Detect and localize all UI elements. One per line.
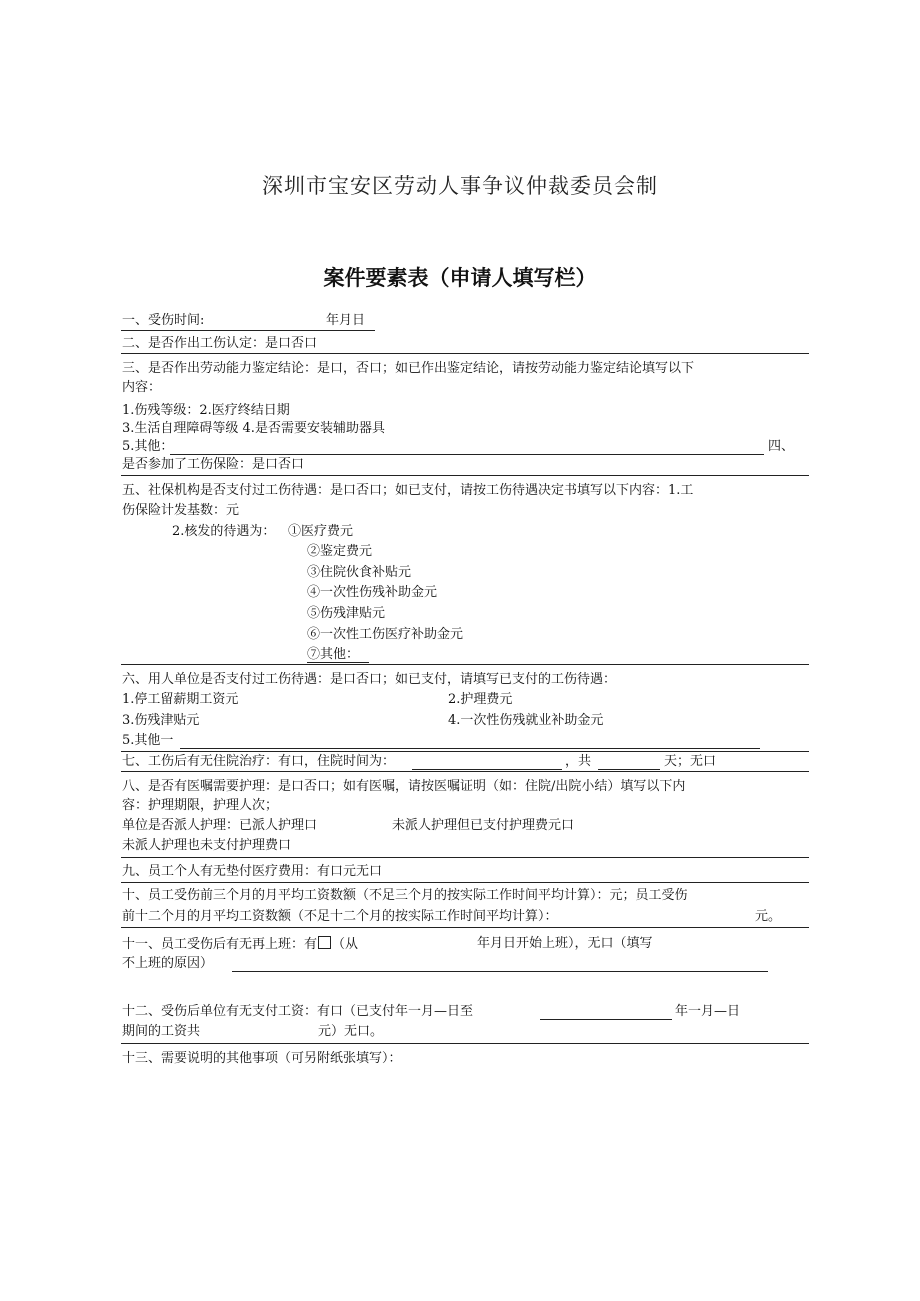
advance-medical-expense[interactable]: 九、员工个人有无垫付医疗费用：有口元无口 (122, 864, 383, 879)
ability-assessment-content: 内容： (122, 380, 162, 395)
not-working-reason-line[interactable] (232, 971, 768, 972)
insurance-participation[interactable]: 是否参加了工伤保险：是口否口 (122, 457, 305, 472)
divider (121, 475, 809, 476)
return-to-work-from: （从 (332, 937, 359, 952)
wage-payment-period-line[interactable] (540, 1019, 672, 1020)
disability-level-item[interactable]: 1.伤残等级：2.医疗终结日期 (122, 403, 290, 418)
insurance-base[interactable]: 伤保险计发基数：元 (122, 503, 240, 518)
divider (121, 771, 809, 772)
employer-wage-item[interactable]: 1.停工留薪期工资元 (122, 692, 239, 707)
divider (121, 857, 809, 858)
employer-nursing-item[interactable]: 2.护理费元 (448, 692, 513, 707)
nursing-dispatched[interactable]: 单位是否派人护理：已派人护理口 (122, 818, 318, 833)
divider (121, 751, 809, 752)
benefit-other[interactable]: ⑦其他： (307, 647, 360, 662)
benefit-hospital-meals[interactable]: ③住院伙食补贴元 (307, 565, 412, 580)
other-matters: 十三、需要说明的其他事项（可另附纸张填写）： (122, 1051, 402, 1066)
wage-twelve-months[interactable]: 前十二个月的月平均工资数额（不足十二个月的按实际工作时间平均计算）： (122, 909, 558, 924)
employer-payment-question: 六、用人单位是否支付过工伤待遇：是口否口；如已支付，请填写已支付的工伤待遇： (122, 672, 617, 687)
divider (121, 927, 809, 928)
divider (121, 353, 809, 354)
hospitalization-period-line[interactable] (412, 769, 562, 770)
employer-other-item[interactable]: 5.其他一 (122, 733, 174, 748)
return-to-work-yes-label: 十一、员工受伤后有无再上班：有 (122, 937, 318, 952)
employer-other-fill-line[interactable] (180, 748, 760, 749)
nursing-period[interactable]: 容：护理期限，护理人次； (122, 798, 279, 813)
benefit-medical-grant[interactable]: ⑥一次性工伤医疗补助金元 (307, 627, 464, 642)
employer-allowance-item[interactable]: 3.伤残津贴元 (122, 713, 200, 728)
ability-assessment-question: 三、是否作出劳动能力鉴定结论：是口，否口；如已作出鉴定结论，请按劳动能力鉴定结论填写以下 (122, 361, 695, 376)
injury-recognition[interactable]: 二、是否作出工伤认定：是口否口 (122, 336, 318, 351)
wage-twelve-months-unit: 元。 (755, 909, 782, 924)
divider (121, 664, 809, 665)
benefit-medical[interactable]: ①医疗费元 (288, 524, 354, 539)
nursing-question: 八、是否有医嘱需要护理：是口否口；如有医嘱，请按医嘱证明（如：住院/出院小结）填写以下内 (122, 779, 686, 794)
wage-payment-none[interactable]: 元）无口。 (318, 1024, 384, 1039)
benefit-disability-allowance[interactable]: ⑤伤残津贴元 (307, 606, 386, 621)
wage-payment-end: 年一月—日 (675, 1004, 741, 1019)
hospitalization-total: ，共 (565, 754, 592, 769)
not-working-reason-label: 不上班的原因） (122, 956, 214, 971)
return-to-work-yes-checkbox[interactable] (318, 936, 331, 949)
benefit-appraisal[interactable]: ②鉴定费元 (307, 544, 373, 559)
nursing-none[interactable]: 未派人护理也未支付护理费口 (122, 838, 292, 853)
injury-time-label: 一、受伤时间: (122, 313, 205, 328)
return-to-work-question (122, 936, 358, 953)
wage-three-months[interactable]: 十、员工受伤前三个月的月平均工资数额（不足三个月的按实际工作时间平均计算）：元；员工受伤 (122, 888, 688, 903)
hospitalization-days-line[interactable] (598, 769, 660, 770)
section-four-number: 四、 (768, 439, 795, 454)
assessment-other[interactable]: 5.其他： (122, 439, 174, 454)
employer-employment-grant-item[interactable]: 4.一次性伤残就业补助金元 (448, 713, 604, 728)
hospitalization-days-none[interactable]: 天；无口 (664, 754, 717, 769)
wage-payment-total: 期间的工资共 (122, 1024, 201, 1039)
self-care-item[interactable]: 3.生活自理障碍等级 4.是否需要安装辅助器具 (122, 421, 385, 436)
nursing-fee-paid[interactable]: 未派人护理但已支付护理费元口 (392, 818, 575, 833)
benefit-disability-grant[interactable]: ④一次性伤残补助金元 (307, 585, 438, 600)
divider (121, 882, 809, 883)
hospitalization-question: 七、工伤后有无住院治疗：有口，住院时间为： (122, 754, 396, 769)
benefits-lead: 2.核发的待遇为： (172, 524, 276, 539)
divider (121, 1043, 809, 1044)
injury-time-date[interactable]: 年月日 (326, 313, 366, 328)
wage-payment-question[interactable]: 十二、受伤后单位有无支付工资：有口（已支付年一月—日至 (122, 1004, 474, 1019)
divider (121, 330, 375, 331)
issuing-organization: 深圳市宝安区劳动人事争议仲裁委员会制 (262, 174, 658, 198)
social-security-payment-question: 五、社保机构是否支付过工伤待遇：是口否口；如已支付，请按工伤待遇决定书填写以下内容：1.工 (122, 483, 694, 498)
other-fill-line[interactable] (170, 454, 764, 455)
benefit-other-underline (307, 662, 369, 663)
return-to-work-date[interactable]: 年月日开始上班），无口（填写 (477, 936, 653, 951)
form-title: 案件要素表（申请人填写栏） (323, 266, 597, 290)
